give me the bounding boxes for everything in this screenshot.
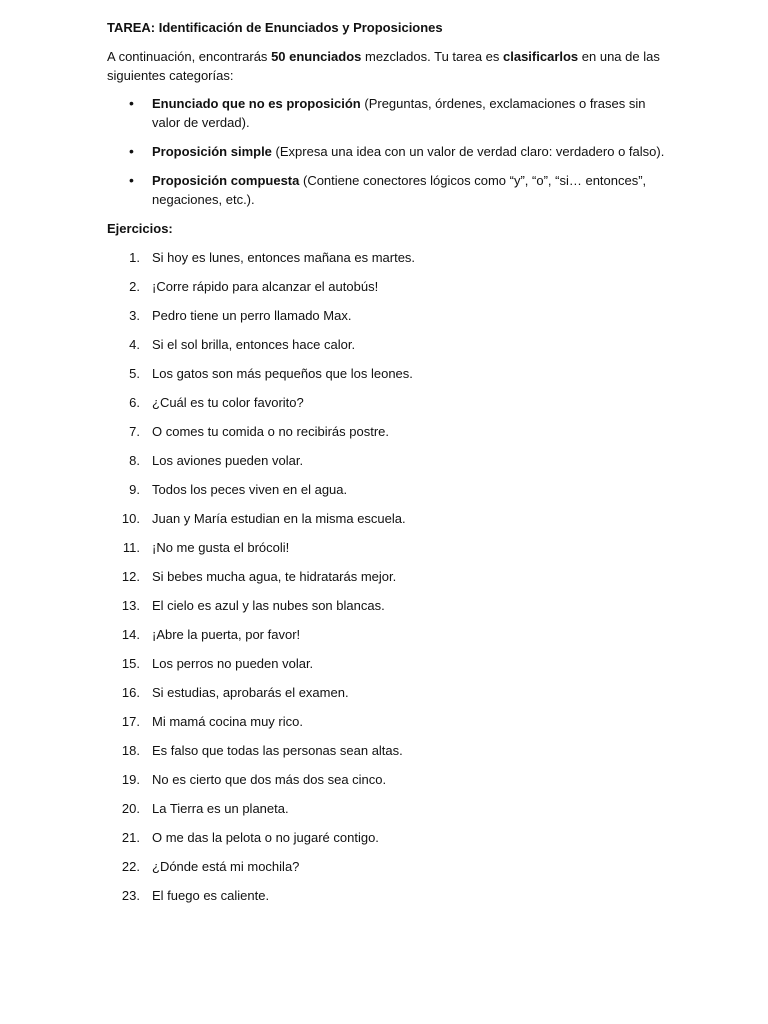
exercise-text: ¿Dónde está mi mochila? bbox=[152, 859, 300, 874]
exercise-number: 20. bbox=[121, 801, 140, 816]
exercise-number: 12. bbox=[121, 569, 140, 584]
exercise-number: 2. bbox=[129, 279, 140, 294]
exercise-number: 5. bbox=[129, 366, 140, 381]
category-name: Proposición simple bbox=[152, 144, 272, 159]
exercise-item bbox=[107, 393, 667, 412]
exercise-text: Los perros no pueden volar. bbox=[152, 656, 314, 671]
exercise-item bbox=[107, 538, 667, 557]
exercise-text: No es cierto que dos más dos sea cinco. bbox=[152, 772, 387, 787]
exercise-item bbox=[107, 422, 667, 441]
exercise-item bbox=[107, 335, 667, 354]
exercise-item bbox=[107, 886, 667, 905]
intro-part1: A continuación, encontrarás bbox=[107, 49, 272, 64]
exercise-item bbox=[107, 306, 667, 325]
exercise-text: Es falso que todas las personas sean altas. bbox=[152, 743, 403, 758]
category-item bbox=[107, 171, 667, 209]
category-item bbox=[107, 94, 667, 132]
category-description: (Expresa una idea con un valor de verdad claro: verdadero o falso). bbox=[271, 144, 665, 159]
exercise-number: 13. bbox=[121, 598, 140, 613]
exercise-item bbox=[107, 451, 667, 470]
exercises-heading: Ejercicios: bbox=[107, 221, 173, 236]
exercise-text: El cielo es azul y las nubes son blancas. bbox=[152, 598, 385, 613]
exercise-text: Pedro tiene un perro llamado Max. bbox=[152, 308, 352, 323]
bullet-icon: • bbox=[129, 143, 134, 159]
exercise-text: Si el sol brilla, entonces hace calor. bbox=[152, 337, 356, 352]
exercise-item bbox=[107, 248, 667, 267]
intro-bold2: clasificarlos bbox=[503, 49, 579, 64]
exercise-text: Si hoy es lunes, entonces mañana es martes. bbox=[152, 250, 416, 265]
exercise-number: 8. bbox=[129, 453, 140, 468]
exercise-text: O me das la pelota o no jugaré contigo. bbox=[152, 830, 379, 845]
exercise-number: 14. bbox=[121, 627, 140, 642]
exercise-item bbox=[107, 770, 667, 789]
category-name: Enunciado que no es proposición bbox=[152, 96, 361, 111]
bullet-icon: • bbox=[129, 95, 134, 111]
category-description: (Contiene conectores lógicos como “y”, “o”, “si… entonces”, negaciones, etc.). bbox=[152, 173, 647, 207]
exercise-number: 11. bbox=[122, 540, 140, 555]
exercise-number: 17. bbox=[121, 714, 140, 729]
exercise-item bbox=[107, 712, 667, 731]
exercise-number: 15. bbox=[121, 656, 140, 671]
exercise-item bbox=[107, 741, 667, 760]
exercise-number: 7. bbox=[129, 424, 140, 439]
exercise-text: O comes tu comida o no recibirás postre. bbox=[152, 424, 389, 439]
exercise-number: 16. bbox=[121, 685, 140, 700]
exercise-text: ¡Abre la puerta, por favor! bbox=[152, 627, 301, 642]
exercise-number: 6. bbox=[129, 395, 140, 410]
exercise-item bbox=[107, 509, 667, 528]
exercise-text: ¡No me gusta el brócoli! bbox=[152, 540, 290, 555]
exercise-text: ¿Cuál es tu color favorito? bbox=[152, 395, 304, 410]
exercise-number: 3. bbox=[129, 308, 140, 323]
intro-part3: en una de las siguientes categorías: bbox=[107, 49, 660, 83]
exercise-number: 23. bbox=[121, 888, 140, 903]
intro-part2: mezclados. Tu tarea es bbox=[361, 49, 503, 64]
exercise-item bbox=[107, 654, 667, 673]
exercise-number: 21. bbox=[121, 830, 140, 845]
title-label: TAREA: bbox=[107, 20, 156, 35]
exercise-number: 4. bbox=[129, 337, 140, 352]
exercise-text: Juan y María estudian en la misma escuela. bbox=[152, 511, 406, 526]
intro-bold1: 50 enunciados bbox=[271, 49, 362, 64]
title-text: Identificación de Enunciados y Proposiciones bbox=[155, 20, 443, 35]
exercise-text: Los gatos son más pequeños que los leones. bbox=[152, 366, 413, 381]
exercise-text: El fuego es caliente. bbox=[152, 888, 270, 903]
bullet-icon: • bbox=[129, 172, 134, 188]
exercise-item bbox=[107, 683, 667, 702]
exercise-item bbox=[107, 480, 667, 499]
exercise-item bbox=[107, 567, 667, 586]
intro-paragraph bbox=[107, 47, 667, 85]
exercise-item bbox=[107, 857, 667, 876]
exercise-text: ¡Corre rápido para alcanzar el autobús! bbox=[152, 279, 379, 294]
exercise-text: Si bebes mucha agua, te hidratarás mejor. bbox=[152, 569, 397, 584]
exercise-item bbox=[107, 625, 667, 644]
exercise-number: 9. bbox=[129, 482, 140, 497]
exercise-number: 10. bbox=[121, 511, 140, 526]
exercise-number: 19. bbox=[121, 772, 140, 787]
exercise-number: 18. bbox=[121, 743, 140, 758]
exercise-item bbox=[107, 799, 667, 818]
exercise-item bbox=[107, 277, 667, 296]
exercise-number: 1. bbox=[129, 250, 140, 265]
exercise-item bbox=[107, 364, 667, 383]
category-item bbox=[107, 142, 667, 161]
document-page bbox=[107, 18, 667, 915]
exercise-text: Los aviones pueden volar. bbox=[152, 453, 304, 468]
exercise-text: Mi mamá cocina muy rico. bbox=[152, 714, 303, 729]
exercise-text: La Tierra es un planeta. bbox=[152, 801, 289, 816]
category-name: Proposición compuesta bbox=[152, 173, 300, 188]
exercise-item bbox=[107, 596, 667, 615]
exercise-text: Todos los peces viven en el agua. bbox=[152, 482, 348, 497]
category-description: (Preguntas, órdenes, exclamaciones o frases sin valor de verdad). bbox=[152, 96, 646, 130]
exercise-number: 22. bbox=[121, 859, 140, 874]
category-list bbox=[107, 94, 667, 209]
exercise-list bbox=[107, 248, 667, 905]
page-title bbox=[107, 18, 667, 37]
exercise-text: Si estudias, aprobarás el examen. bbox=[152, 685, 349, 700]
exercise-item bbox=[107, 828, 667, 847]
